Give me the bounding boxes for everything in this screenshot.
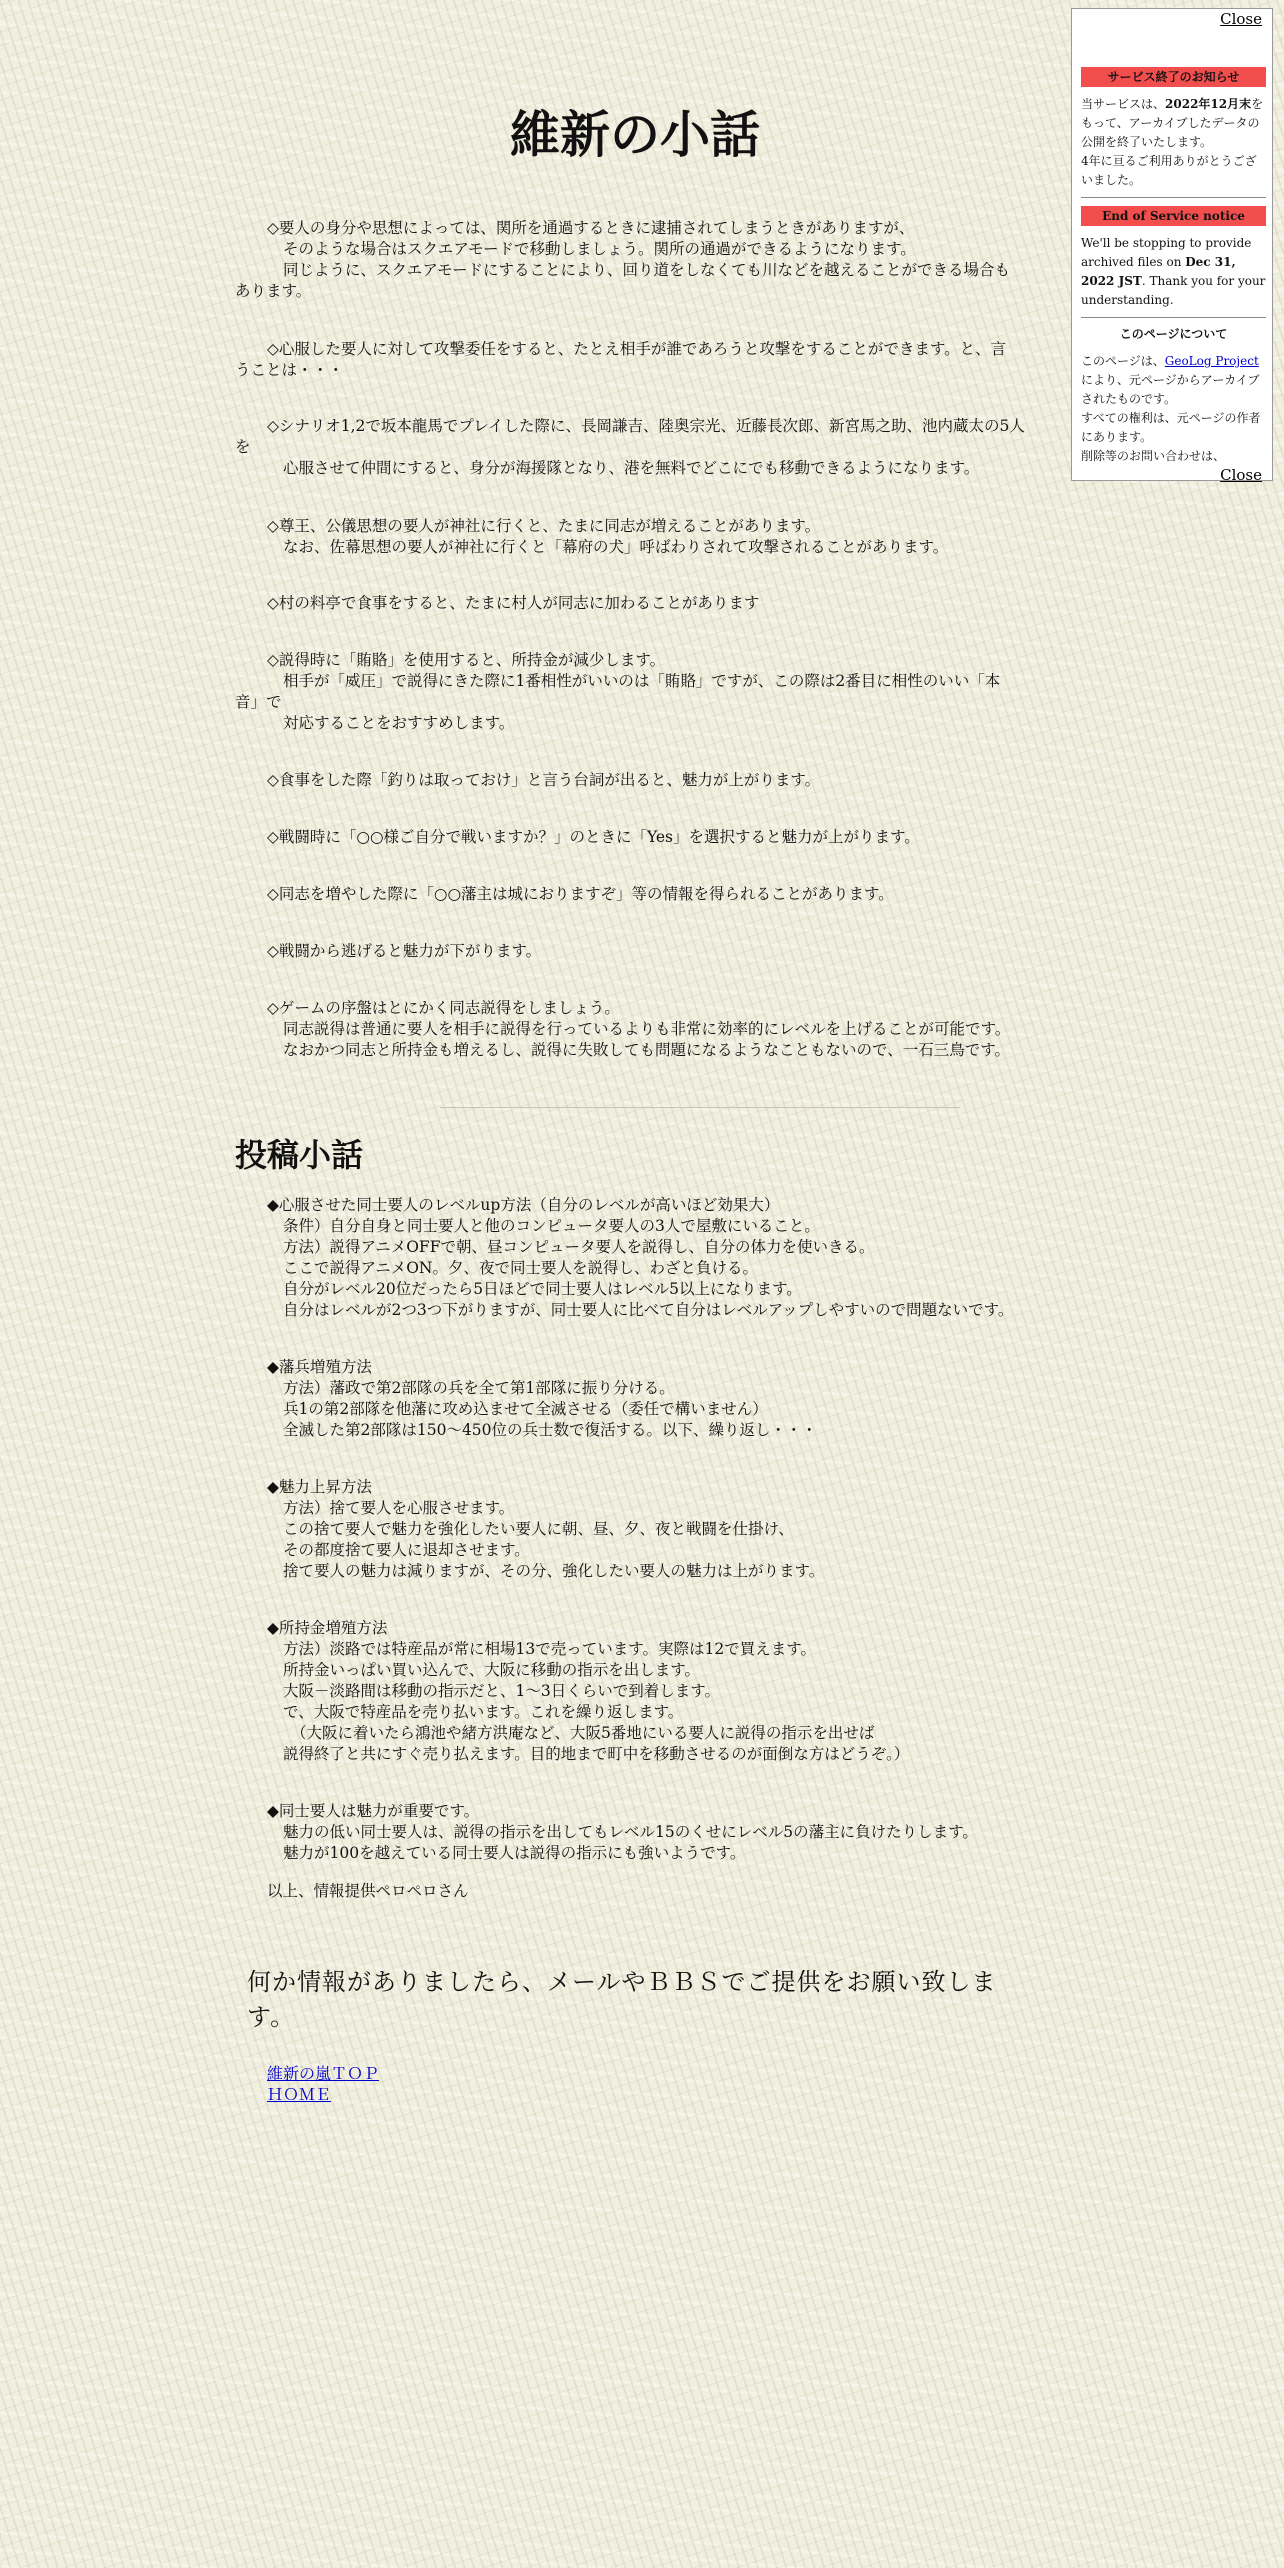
post-line: 方法）藩政で第2部隊の兵を全て第1部隊に振り分ける。 [283, 1379, 675, 1397]
post-credit: 以上、情報提供ペロペロさん [267, 1882, 469, 1900]
post-line: ここで説得アニメON。夕、夜で同士要人を説得し、わざと負ける。 [283, 1259, 758, 1277]
tip-item [235, 650, 1040, 734]
tip-item [235, 339, 1040, 381]
notice-jp-text [1081, 95, 1266, 190]
link-top[interactable]: 維新の嵐ＴＯＰ [267, 2064, 380, 2083]
tip-item [235, 416, 1040, 479]
post-line: 捨て要人の魅力は減りますが、その分、強化したい要人の魅力は上がります。 [283, 1562, 825, 1580]
post-item [267, 1195, 1047, 1321]
post-line: （大阪に着いたら鴻池や緒方洪庵など、大阪5番地にいる要人に説得の指示を出せば [291, 1724, 875, 1742]
post-line: で、大阪で特産品を売り払います。これを繰り返します。 [283, 1703, 684, 1721]
close-link-bottom[interactable]: Close [1220, 466, 1262, 484]
tip-line: 対応することをおすすめします。 [283, 714, 515, 732]
tip-line: なお、佐幕思想の要人が神社に行くと「幕府の犬」呼ばわりされて攻撃されることがあります。 [283, 538, 949, 556]
request-message: 何か情報がありましたら、メールやＢＢＳでご提供をお願い致します。 [247, 1968, 997, 2031]
notice-jp-title: サービス終了のお知らせ [1081, 67, 1266, 87]
tip-line: そのような場合はスクエアモードで移動しましょう。関所の通過ができるようになります。 [283, 240, 916, 258]
tip-line: あります。 [235, 282, 312, 300]
tip-line: ◇シナリオ1,2で坂本龍馬でプレイした際に、長岡謙吉、陸奥宗光、近藤長次郎、新宮馬之助、池内蔵太の5人 [267, 417, 1025, 435]
post-heading: ◆同士要人は魅力が重要です。 [267, 1802, 480, 1820]
close-link-top[interactable]: Close [1220, 10, 1262, 28]
post-line: 魅力の低い同士要人は、説得の指示を出してもレベル15のくせにレベル5の藩主に負けたりします。 [283, 1823, 978, 1841]
tip-line: ◇戦闘から逃げると魅力が下がります。 [267, 942, 542, 960]
post-item [267, 1801, 1047, 1864]
notice-about-title: このページについて [1119, 327, 1228, 341]
post-heading: ◆心服させた同士要人のレベルup方法（自分のレベルが高いほど効果大） [267, 1196, 780, 1214]
divider [440, 1107, 960, 1108]
post-line: その都度捨て要人に退却させます。 [283, 1541, 530, 1559]
post-line: 方法）淡路では特産品が常に相場13で売っています。実際は12で買えます。 [283, 1640, 816, 1658]
notice-text: このページは、 [1081, 354, 1165, 368]
page-title: 維新の小話 [510, 106, 760, 164]
post-line: 全滅した第2部隊は150～450位の兵士数で復活する。以下、繰り返し・・・ [283, 1421, 818, 1439]
post-line: 魅力が100を越えている同士要人は説得の指示にも強いようです。 [283, 1844, 746, 1862]
notice-text: 当サービスは、 [1081, 97, 1166, 111]
tip-item [235, 593, 1040, 614]
post-line: この捨て要人で魅力を強化したい要人に朝、昼、夕、夜と戦闘を仕掛け、 [283, 1520, 794, 1538]
tip-line: 相手が「威圧」で説得にきた際に1番相性がいいのは「賄賂」ですが、この際は2番目に相性のいい「本 [283, 672, 1001, 690]
notice-text: により、元ページからアーカイブされたものです。 [1081, 373, 1260, 406]
tip-item [235, 941, 1040, 962]
tip-line: ◇同志を増やした際に「○○藩主は城におりますぞ」等の情報を得られることがあります。 [267, 885, 894, 903]
notice-text: We'll be stopping to provide archived files on [1081, 236, 1252, 269]
notice-date: Dec 31, 2022 JST [1081, 255, 1236, 288]
post-line: 大阪－淡路間は移動の指示だと、1～3日くらいで到着します。 [283, 1682, 720, 1700]
tip-item [235, 770, 1040, 791]
post-line: 兵1の第2部隊を他藩に攻め込ませて全滅させる（委任で構いません） [283, 1400, 768, 1418]
tip-item [235, 998, 1040, 1061]
tip-line: ◇戦闘時に「○○様ご自分で戦いますか？」のときに「Yes」を選択すると魅力が上がります。 [267, 828, 920, 846]
tip-item [235, 827, 1040, 848]
tip-line: 音」で [235, 693, 282, 711]
post-item [267, 1477, 1047, 1582]
tip-line: 心服させて仲間にすると、身分が海援隊となり、港を無料でどこにでも移動できるようになります。 [283, 459, 980, 477]
tip-line: うことは・・・ [235, 361, 344, 379]
notice-text: 4年に亘るご利用ありがとうございました。 [1081, 154, 1257, 187]
tip-line: ◇心服した要人に対して攻撃委任をすると、たとえ相手が誰であろうと攻撃をすることができます。と、言 [267, 340, 1007, 358]
post-line: 方法）捨て要人を心服させます。 [283, 1499, 515, 1517]
notice-en-title: End of Service notice [1081, 206, 1266, 226]
notice-about-text [1081, 352, 1266, 466]
footer-links [267, 2063, 379, 2105]
tip-item [235, 218, 1040, 302]
tip-line: ◇要人の身分や思想によっては、関所を通過するときに逮捕されてしまうときがありますが、 [267, 219, 915, 237]
notice-text: すべての権利は、元ページの作者にあります。 [1081, 411, 1261, 444]
post-line: 説得終了と共にすぐ売り払えます。目的地まで町中を移動させるのが面倒な方はどうぞ。） [283, 1745, 910, 1763]
notice-divider [1081, 317, 1266, 318]
post-line: 自分はレベルが2つ3つ下がりますが、同士要人に比べて自分はレベルアップしやすいので問題ないです。 [283, 1301, 1014, 1319]
tip-item [235, 516, 1040, 558]
post-item [267, 1357, 1047, 1441]
post-line: 方法）説得アニメOFFで朝、昼コンピュータ要人を説得し、自分の体力を使いきる。 [283, 1238, 875, 1256]
tip-item [235, 884, 1040, 905]
notice-text: . Thank you for your understanding. [1081, 274, 1266, 307]
notice-text: 削除等のお問い合わせは、 [1081, 449, 1226, 463]
tip-line: ◇説得時に「賄賂」を使用すると、所持金が減少します。 [267, 651, 666, 669]
section-title-posts: 投稿小話 [235, 1136, 364, 1174]
tip-line: 同じように、スクエアモードにすることにより、回り道をしなくても川などを越えることができる場合も [283, 261, 1010, 279]
post-item [267, 1618, 1047, 1765]
post-heading: ◆所持金増殖方法 [267, 1619, 388, 1637]
notice-text: をもって、アーカイブしたデータの公開を終了いたします。 [1081, 97, 1264, 149]
notice-date: 2022年12月末 [1165, 97, 1252, 111]
post-heading: ◆魅力上昇方法 [267, 1478, 372, 1496]
tip-line: ◇食事をした際「釣りは取っておけ」と言う台詞が出ると、魅力が上がります。 [267, 771, 821, 789]
notice-divider [1081, 197, 1266, 198]
notice-en-text [1081, 234, 1266, 310]
post-heading: ◆藩兵増殖方法 [267, 1358, 372, 1376]
tip-line: を [235, 438, 251, 456]
link-home[interactable]: ＨＯＭＥ [267, 2085, 332, 2104]
tip-line: 同志説得は普通に要人を相手に説得を行っているよりも非常に効率的にレベルを上げることが可能です。 [283, 1020, 1011, 1038]
post-line: 所持金いっぱい買い込んで、大阪に移動の指示を出します。 [283, 1661, 700, 1679]
tip-line: なおかつ同志と所持金も増えるし、説得に失敗しても問題になるようなこともないので、一石三鳥です。 [283, 1041, 1010, 1059]
tip-line: ◇ゲームの序盤はとにかく同志説得をしましょう。 [267, 999, 620, 1017]
post-line: 条件）自分自身と同士要人と他のコンピュータ要人の3人で屋敷にいること。 [283, 1217, 820, 1235]
geolog-link[interactable]: GeoLog Project [1164, 354, 1259, 368]
tip-line: ◇尊王、公儀思想の要人が神社に行くと、たまに同志が増えることがあります。 [267, 517, 821, 535]
notice-scroll[interactable] [1081, 59, 1266, 475]
tip-line: ◇村の料亭で食事をすると、たまに村人が同志に加わることがあります [267, 594, 760, 612]
post-line: 自分がレベル20位だったら5日ほどで同士要人はレベル5以上になります。 [283, 1280, 802, 1298]
notice-panel [1071, 8, 1273, 484]
